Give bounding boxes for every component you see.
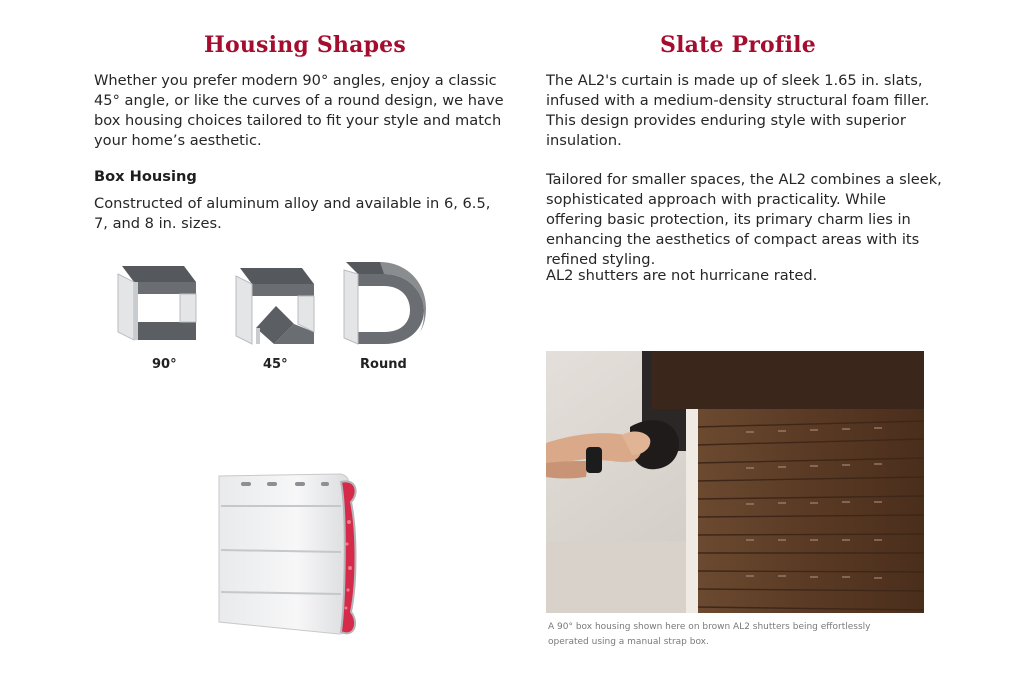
box-housing-heading: Box Housing xyxy=(94,168,197,185)
slate-para-3: AL2 shutters are not hurricane rated. xyxy=(546,267,818,284)
slat-profile-image xyxy=(217,472,359,638)
slate-para-2: Tailored for smaller spaces, the AL2 combines a sleek, sophisticated approach with practicality. While offering basic protection, its primary charm lies in enhancing the aesthetics of compact areas with its refined styling. xyxy=(546,171,942,268)
shape-label-round: Round xyxy=(360,357,407,372)
housing-intro-text: Whether you prefer modern 90° angles, enjoy a classic 45° angle, or like the curves of a round design, we have box housing choices tailored to fit your style and match your home’s aesthetic. xyxy=(94,72,504,149)
box-housing-90-icon xyxy=(114,260,200,348)
slate-profile-title: Slate Profile xyxy=(660,32,816,58)
shape-label-45: 45° xyxy=(263,357,288,372)
shape-label-90: 90° xyxy=(152,357,177,372)
slate-para-1: The AL2's curtain is made up of sleek 1.65 in. slats, infused with a medium-density structural foam filler. This design provides enduring style with superior insulation. xyxy=(546,72,930,149)
box-housing-text: Constructed of aluminum alloy and available in 6, 6.5, 7, and 8 in. sizes. xyxy=(94,195,491,232)
box-housing-45-icon xyxy=(232,262,318,350)
photo-caption: A 90° box housing shown here on brown AL2 shutters being effortlessly operated using a manual strap box. xyxy=(548,622,871,647)
shutter-photo xyxy=(546,351,924,613)
housing-shapes-title: Housing Shapes xyxy=(204,32,406,58)
box-housing-round-icon xyxy=(340,258,430,348)
